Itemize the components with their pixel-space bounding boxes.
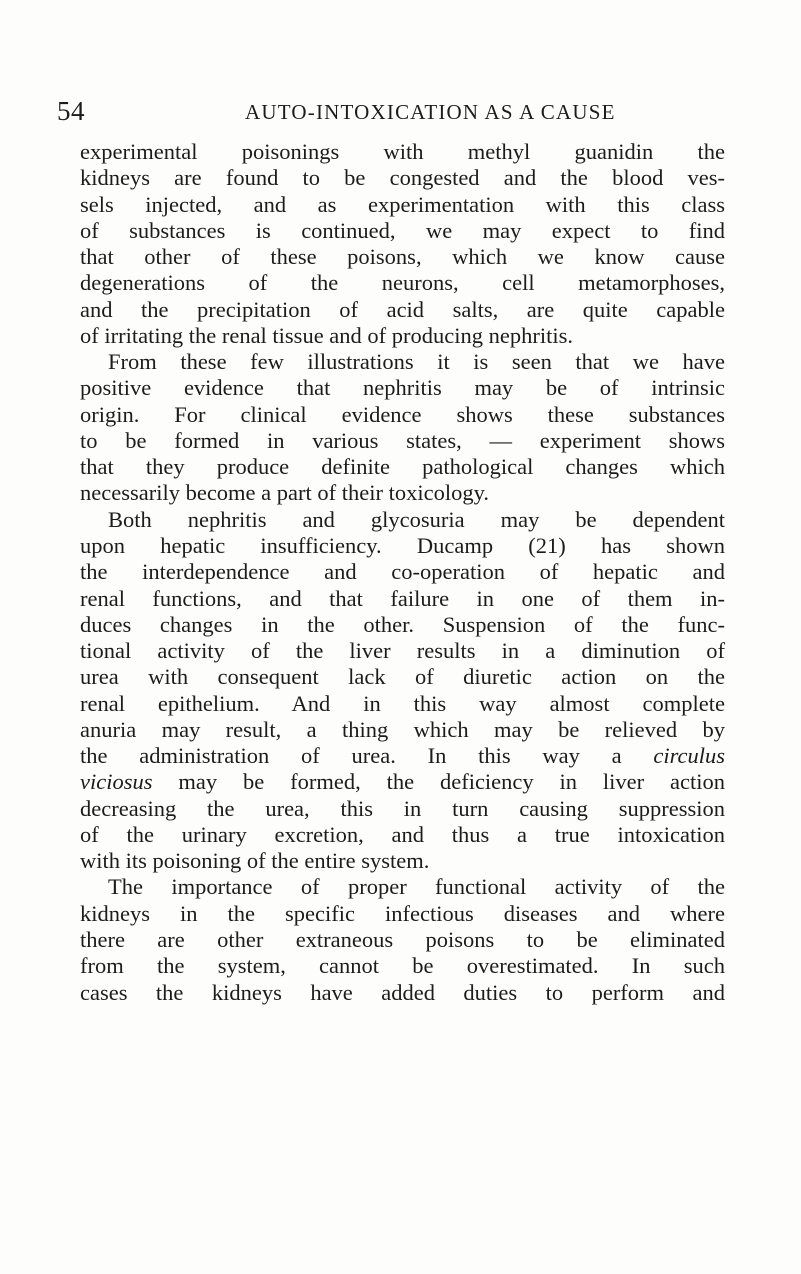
text-line: that they produce definite pathological changes which <box>80 454 725 480</box>
text-line: origin. For clinical evidence shows these substances <box>80 401 725 427</box>
text-line: experimental poisonings with methyl guanidin the <box>80 139 725 164</box>
page-number: 54 <box>57 96 85 126</box>
italic-term: viciosus <box>80 769 153 795</box>
text-line: duces changes in the other. Suspension of the func- <box>80 611 725 637</box>
text-line: From these few illustrations it is seen that we have <box>108 349 725 375</box>
text-line: sels injected, and as experimentation with this class <box>80 191 725 217</box>
text-line: from the system, cannot be overestimated. In such <box>80 953 725 979</box>
text-fragment: may be formed, the deficiency in liver action <box>178 769 726 795</box>
text-line: Both nephritis and glycosuria may be dependent <box>108 506 725 532</box>
text-line-with-italic <box>80 769 725 795</box>
text-line-with-italic <box>80 743 725 769</box>
running-title: AUTO-INTOXICATION AS A CAUSE <box>245 100 616 124</box>
body-text <box>80 139 725 1006</box>
text-line: renal functions, and that failure in one of them in- <box>80 585 725 611</box>
text-line: kidneys in the specific infectious diseases and where <box>80 900 725 926</box>
text-line: urea with consequent lack of diuretic action on the <box>80 664 725 690</box>
text-line: upon hepatic insufficiency. Ducamp (21) has shown <box>80 532 725 558</box>
text-line: with its poisoning of the entire system. <box>80 848 430 874</box>
text-line: decreasing the urea, this in turn causing suppression <box>80 795 725 821</box>
text-line: to be formed in various states, — experiment shows <box>80 427 725 453</box>
text-line: that other of these poisons, which we know cause <box>80 244 725 270</box>
text-line: kidneys are found to be congested and the blood ves- <box>80 165 725 191</box>
text-line: and the precipitation of acid salts, are quite capable <box>80 296 725 322</box>
text-line: cases the kidneys have added duties to perform and <box>80 979 725 1005</box>
text-line: of substances is continued, we may expect to find <box>80 217 725 243</box>
italic-term: circulus <box>653 743 726 769</box>
running-head <box>57 94 717 128</box>
text-line: renal epithelium. And in this way almost complete <box>80 690 725 716</box>
text-line: the interdependence and co-operation of hepatic and <box>80 559 725 585</box>
text-line: degenerations of the neurons, cell metamorphoses, <box>80 270 725 296</box>
text-line: The importance of proper functional activity of the <box>108 874 725 900</box>
text-line: tional activity of the liver results in a diminution of <box>80 638 725 664</box>
text-line: necessarily become a part of their toxicology. <box>80 480 490 506</box>
text-line: anuria may result, a thing which may be relieved by <box>80 716 725 742</box>
text-line: positive evidence that nephritis may be of intrinsic <box>80 375 725 401</box>
text-fragment: the administration of urea. In this way a <box>80 743 622 769</box>
text-line: of irritating the renal tissue and of producing nephritis. <box>80 322 574 348</box>
text-line: of the urinary excretion, and thus a true intoxication <box>80 821 725 847</box>
text-line: there are other extraneous poisons to be eliminated <box>80 926 725 952</box>
